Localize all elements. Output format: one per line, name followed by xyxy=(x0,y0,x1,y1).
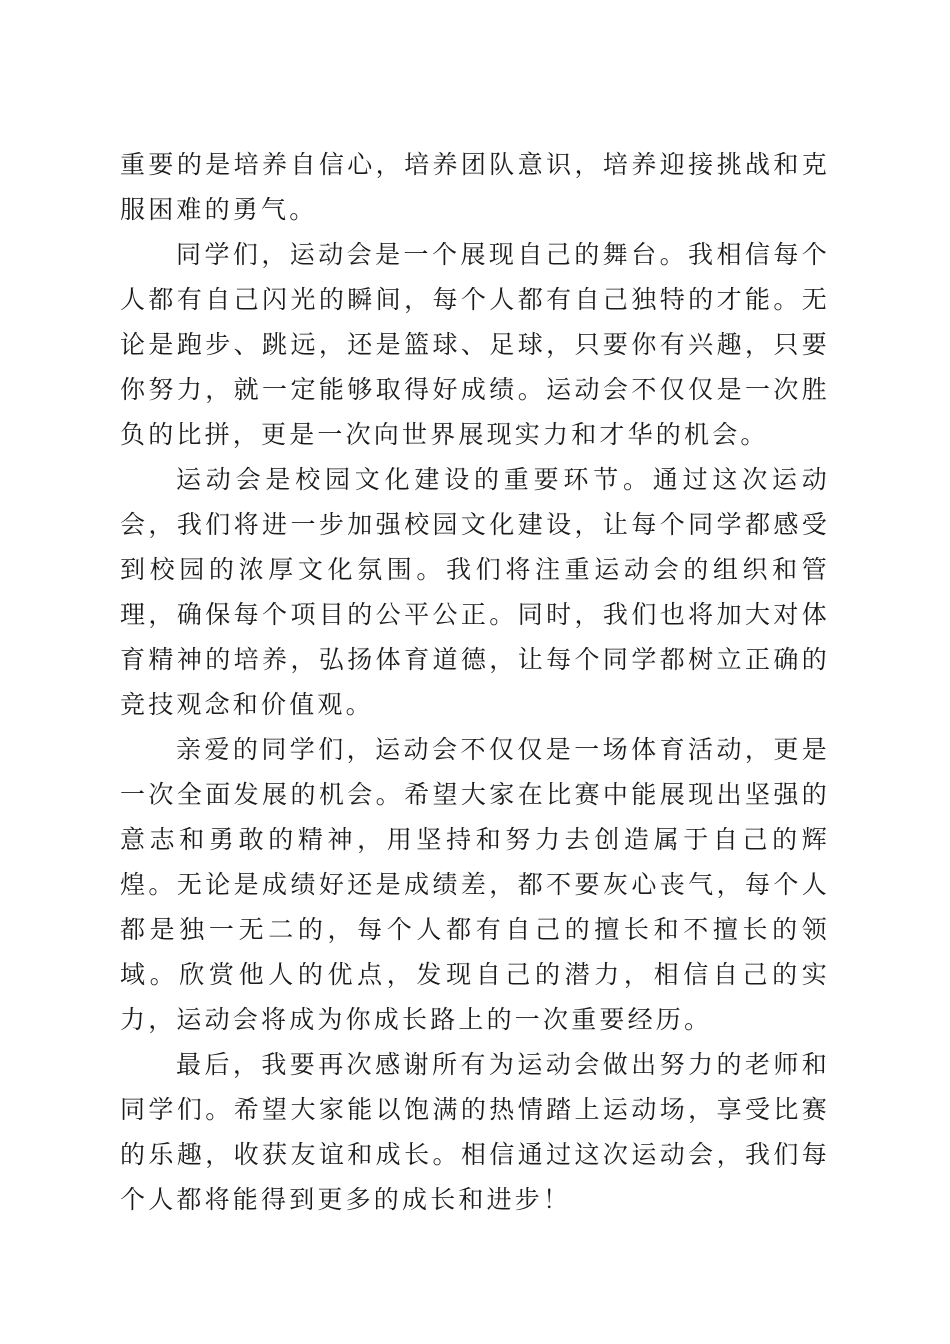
document-body xyxy=(120,142,830,1222)
paragraph-closing: 最后，我要再次感谢所有为运动会做出努力的老师和同学们。希望大家能以饱满的热情踏上运动场，享受比赛的乐趣，收获友谊和成长。相信通过这次运动会，我们每个人都将能得到更多的成长和进步！ xyxy=(120,1050,830,1214)
paragraph-development: 亲爱的同学们，运动会不仅仅是一场体育活动，更是一次全面发展的机会。希望大家在比赛中能展现出坚强的意志和勇敢的精神，用坚持和努力去创造属于自己的辉煌。无论是成绩好还是成绩差，都不要灰心丧气，每个人都是独一无二的，每个人都有自己的擅长和不擅长的领域。欣赏他人的优点，发现自己的潜力，相信自己的实力，运动会将成为你成长路上的一次重要经历。 xyxy=(120,735,830,1034)
paragraph-continuation: 重要的是培养自信心，培养团队意识，培养迎接挑战和克服困难的勇气。 xyxy=(120,150,830,224)
paragraph-stage: 同学们，运动会是一个展现自己的舞台。我相信每个人都有自己闪光的瞬间，每个人都有自己独特的才能。无论是跑步、跳远，还是篮球、足球，只要你有兴趣，只要你努力，就一定能够取得好成绩。运动会不仅仅是一次胜负的比拼，更是一次向世界展现实力和才华的机会。 xyxy=(120,240,830,449)
paragraph-campus-culture: 运动会是校园文化建设的重要环节。通过这次运动会，我们将进一步加强校园文化建设，让每个同学都感受到校园的浓厚文化氛围。我们将注重运动会的组织和管理，确保每个项目的公平公正。同时，我们也将加大对体育精神的培养，弘扬体育道德，让每个同学都树立正确的竞技观念和价值观。 xyxy=(120,465,830,719)
